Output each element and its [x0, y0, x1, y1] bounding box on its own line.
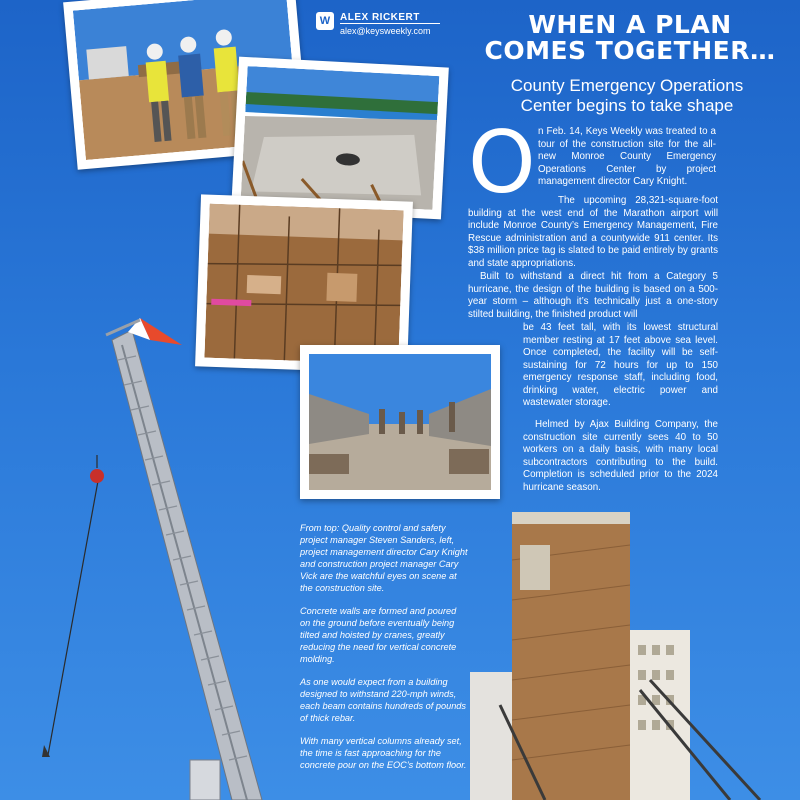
article-paragraph-2: The upcoming 28,321-square-foot building at the west end of the Marathon airport will include Monroe County’s Emergency Management, Fire Rescue administration and a countywide 911 center. Its $38 million price tag is slated to be paid entirely by grants and state appropriations. [468, 195, 718, 269]
article-paragraph-4: Helmed by Ajax Building Company, the construction site currently sees 40 to 50 workers on a daily basis, with many local subcontractors contributing to the build. Completion is scheduled prior to the 2024 hurricane season. [523, 419, 718, 493]
caption-2: Concrete walls are formed and poured on the ground before eventually being tilted and hoisted by cranes, greatly reducing the need for vertical concrete molding. [300, 606, 457, 664]
subhead-line-2: Center begins to take shape [520, 96, 734, 115]
author-name: ALEX RICKERT [340, 12, 440, 24]
headline-line-1: WHEN A PLAN [528, 10, 732, 39]
headline [470, 12, 790, 64]
subheadline [462, 76, 792, 116]
article-paragraph-3b: be 43 feet tall, with its lowest structural member resting at 17 feet above sea level. Once completed, the facility will be self-sustaining for 72 hours for up to 150 emergency response staff, including food, drinking water, electric power and wastewater storage. [523, 322, 718, 408]
drop-cap: O [468, 113, 536, 213]
caption-1: From top: Quality control and safety project manager Steven Sanders, left, project management director Cary Knight and construction project manager Cary Vick are the watchful eyes on scene at the construction site. [300, 523, 468, 593]
article-paragraph-3a: Built to withstand a direct hit from a Category 5 hurricane, the design of the building is based on a 500-year storm – although it’s technically just a one-story stilted building, the finished product will [468, 271, 718, 320]
photo-concrete-walls [231, 57, 449, 220]
photo-vertical-columns [300, 345, 500, 499]
photo-captions [300, 522, 468, 782]
headline-line-2: COMES TOGETHER… [484, 36, 776, 65]
author-email[interactable]: alex@keysweekly.com [340, 26, 431, 36]
building-under-construction [470, 512, 760, 800]
crane-hook [42, 455, 104, 757]
crane-boom [106, 318, 262, 800]
subhead-line-1: County Emergency Operations [510, 76, 744, 95]
caption-4: With many vertical columns already set, the time is fast approaching for the concrete pour on the EOC’s bottom floor. [300, 736, 467, 770]
article-paragraph-1: n Feb. 14, Keys Weekly was treated to a tour of the construction site for the all-new Monroe County Emergency Operations Center by project management director Cary Knight. [538, 126, 716, 187]
caption-3: As one would expect from a building designed to withstand 220-mph winds, each beam contains hundreds of pounds of thick rebar. [300, 677, 467, 723]
keys-weekly-logo-icon: W [316, 12, 334, 30]
